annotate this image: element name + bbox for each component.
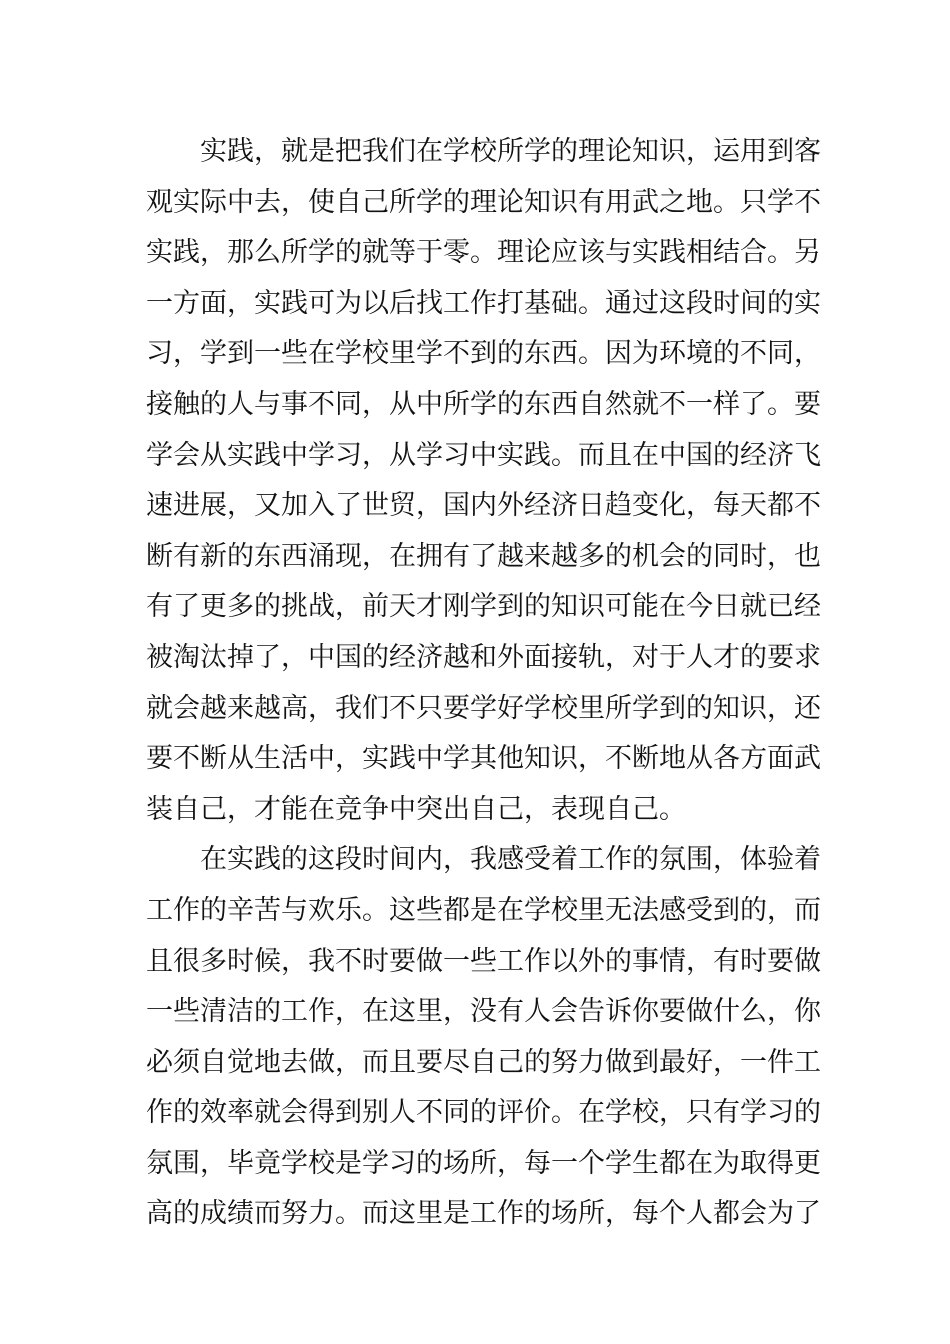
paragraph-1 <box>146 127 821 835</box>
text-line: 一些清洁的工作，在这里，没有人会告诉你要做什么，你 <box>146 996 821 1028</box>
text-line: 实践，就是把我们在学校所学的理论知识，运用到客 <box>200 136 821 167</box>
text-line: 在实践的这段时间内，我感受着工作的氛围，体验着 <box>200 844 821 876</box>
document-body <box>146 127 821 1240</box>
text-line: 装自己，才能在竞争中突出自己，表现自己。 <box>146 793 686 825</box>
text-line: 学会从实践中学习，从学习中实践。而且在中国的经济飞 <box>146 439 821 471</box>
text-line: 作的效率就会得到别人不同的评价。在学校，只有学习的 <box>146 1097 821 1129</box>
paragraph-2 <box>146 835 821 1240</box>
text-line: 有了更多的挑战，前天才刚学到的知识可能在今日就已经 <box>146 591 821 623</box>
text-line: 习，学到一些在学校里学不到的东西。因为环境的不同， <box>146 338 821 370</box>
text-line: 要不断从生活中，实践中学其他知识，不断地从各方面武 <box>146 743 821 775</box>
text-line: 工作的辛苦与欢乐。这些都是在学校里无法感受到的，而 <box>146 894 821 926</box>
text-line: 被淘汰掉了，中国的经济越和外面接轨，对于人才的要求 <box>146 641 821 673</box>
text-line: 高的成绩而努力。而这里是工作的场所，每个人都会为了 <box>146 1198 821 1230</box>
text-line: 且很多时候，我不时要做一些工作以外的事情，有时要做 <box>146 945 821 977</box>
text-line: 断有新的东西涌现，在拥有了越来越多的机会的同时，也 <box>146 540 821 572</box>
text-line: 氛围，毕竟学校是学习的场所，每一个学生都在为取得更 <box>146 1147 821 1179</box>
text-line: 接触的人与事不同，从中所学的东西自然就不一样了。要 <box>146 388 821 420</box>
text-line: 就会越来越高，我们不只要学好学校里所学到的知识，还 <box>146 692 821 724</box>
text-line: 一方面，实践可为以后找工作打基础。通过这段时间的实 <box>146 287 821 319</box>
text-line: 必须自觉地去做，而且要尽自己的努力做到最好，一件工 <box>146 1046 821 1078</box>
text-line: 速进展，又加入了世贸，国内外经济日趋变化，每天都不 <box>146 490 821 522</box>
text-line: 实践，那么所学的就等于零。理论应该与实践相结合。另 <box>146 237 821 269</box>
text-line: 观实际中去，使自己所学的理论知识有用武之地。只学不 <box>146 186 821 218</box>
